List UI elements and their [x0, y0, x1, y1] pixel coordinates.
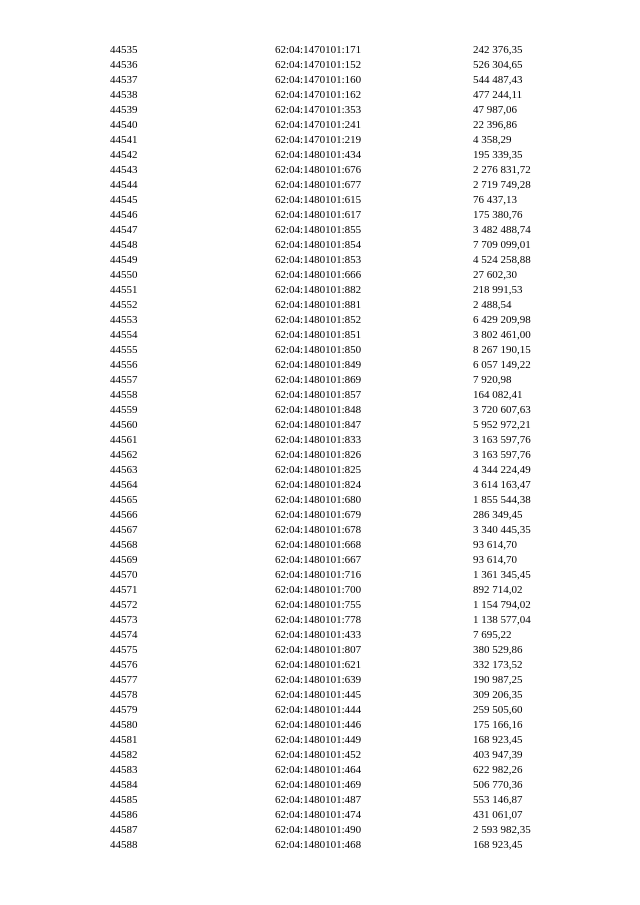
table-row [110, 613, 593, 628]
cadastral-value: 4 358,29 [473, 134, 512, 146]
cadastral-number: 62:04:1470101:162 [275, 89, 362, 101]
row-number: 44543 [110, 164, 138, 176]
table-row [110, 103, 593, 118]
cadastral-value: 7 920,98 [473, 374, 512, 386]
table-row [110, 493, 593, 508]
cadastral-value: 76 437,13 [473, 194, 517, 206]
row-number: 44541 [110, 134, 138, 146]
cadastral-value: 431 061,07 [473, 809, 523, 821]
table-row [110, 388, 593, 403]
table-row [110, 598, 593, 613]
row-number: 44564 [110, 479, 138, 491]
table-row [110, 523, 593, 538]
cadastral-number: 62:04:1480101:807 [275, 644, 362, 656]
cadastral-value: 1 855 544,38 [473, 494, 531, 506]
cadastral-number: 62:04:1480101:469 [275, 779, 362, 791]
cadastral-number: 62:04:1480101:639 [275, 674, 362, 686]
row-number: 44544 [110, 179, 138, 191]
cadastral-number: 62:04:1470101:241 [275, 119, 362, 131]
cadastral-value: 3 482 488,74 [473, 224, 531, 236]
cadastral-number: 62:04:1480101:755 [275, 599, 362, 611]
cadastral-number: 62:04:1480101:464 [275, 764, 362, 776]
cadastral-number: 62:04:1480101:824 [275, 479, 362, 491]
cadastral-number: 62:04:1480101:434 [275, 149, 362, 161]
table-row [110, 403, 593, 418]
cadastral-value: 93 614,70 [473, 554, 517, 566]
row-number: 44571 [110, 584, 138, 596]
table-row [110, 628, 593, 643]
cadastral-number: 62:04:1480101:882 [275, 284, 362, 296]
row-number: 44579 [110, 704, 138, 716]
table-row [110, 808, 593, 823]
row-number: 44581 [110, 734, 138, 746]
table-row [110, 643, 593, 658]
row-number: 44545 [110, 194, 138, 206]
cadastral-value: 3 802 461,00 [473, 329, 531, 341]
cadastral-number: 62:04:1480101:474 [275, 809, 362, 821]
row-number: 44587 [110, 824, 138, 836]
table-row [110, 538, 593, 553]
cadastral-number: 62:04:1480101:852 [275, 314, 362, 326]
cadastral-value: 380 529,86 [473, 644, 523, 656]
table-row [110, 823, 593, 838]
cadastral-value: 168 923,45 [473, 734, 523, 746]
cadastral-value: 195 339,35 [473, 149, 523, 161]
row-number: 44550 [110, 269, 138, 281]
row-number: 44556 [110, 359, 138, 371]
cadastral-number: 62:04:1480101:677 [275, 179, 362, 191]
cadastral-number: 62:04:1480101:848 [275, 404, 362, 416]
row-number: 44577 [110, 674, 138, 686]
row-number: 44557 [110, 374, 138, 386]
table-row [110, 373, 593, 388]
cadastral-value: 47 987,06 [473, 104, 517, 116]
table-row [110, 568, 593, 583]
cadastral-value: 309 206,35 [473, 689, 523, 701]
row-number: 44563 [110, 464, 138, 476]
cadastral-value: 403 947,39 [473, 749, 523, 761]
row-number: 44578 [110, 689, 138, 701]
cadastral-number: 62:04:1480101:778 [275, 614, 362, 626]
cadastral-number: 62:04:1470101:171 [275, 44, 362, 56]
cadastral-number: 62:04:1480101:676 [275, 164, 362, 176]
cadastral-value: 4 344 224,49 [473, 464, 531, 476]
cadastral-value: 1 154 794,02 [473, 599, 531, 611]
cadastral-value: 242 376,35 [473, 44, 523, 56]
cadastral-value: 8 267 190,15 [473, 344, 531, 356]
table-row [110, 748, 593, 763]
cadastral-value: 93 614,70 [473, 539, 517, 551]
cadastral-value: 553 146,87 [473, 794, 523, 806]
row-number: 44546 [110, 209, 138, 221]
cadastral-value: 5 952 972,21 [473, 419, 531, 431]
row-number: 44547 [110, 224, 138, 236]
table-row [110, 238, 593, 253]
cadastral-number: 62:04:1470101:353 [275, 104, 362, 116]
cadastral-value-table [110, 43, 593, 853]
row-number: 44551 [110, 284, 138, 296]
cadastral-value: 7 709 099,01 [473, 239, 531, 251]
cadastral-value: 168 923,45 [473, 839, 523, 851]
table-row [110, 688, 593, 703]
cadastral-number: 62:04:1480101:700 [275, 584, 362, 596]
table-row [110, 778, 593, 793]
table-row [110, 328, 593, 343]
cadastral-value: 544 487,43 [473, 74, 523, 86]
table-row [110, 508, 593, 523]
cadastral-value: 175 380,76 [473, 209, 523, 221]
cadastral-value: 218 991,53 [473, 284, 523, 296]
cadastral-value: 622 982,26 [473, 764, 523, 776]
table-row [110, 478, 593, 493]
row-number: 44555 [110, 344, 138, 356]
row-number: 44540 [110, 119, 138, 131]
table-row [110, 118, 593, 133]
cadastral-value: 332 173,52 [473, 659, 523, 671]
row-number: 44566 [110, 509, 138, 521]
row-number: 44573 [110, 614, 138, 626]
row-number: 44586 [110, 809, 138, 821]
table-row [110, 268, 593, 283]
cadastral-number: 62:04:1480101:851 [275, 329, 362, 341]
row-number: 44558 [110, 389, 138, 401]
cadastral-number: 62:04:1480101:490 [275, 824, 362, 836]
table-row [110, 313, 593, 328]
row-number: 44542 [110, 149, 138, 161]
cadastral-number: 62:04:1480101:487 [275, 794, 362, 806]
cadastral-value: 3 614 163,47 [473, 479, 531, 491]
table-body [110, 43, 593, 853]
table-row [110, 703, 593, 718]
row-number: 44583 [110, 764, 138, 776]
cadastral-number: 62:04:1480101:667 [275, 554, 362, 566]
cadastral-value: 6 057 149,22 [473, 359, 531, 371]
cadastral-number: 62:04:1480101:468 [275, 839, 362, 851]
row-number: 44588 [110, 839, 138, 851]
table-row [110, 88, 593, 103]
cadastral-number: 62:04:1480101:452 [275, 749, 362, 761]
cadastral-number: 62:04:1470101:152 [275, 59, 362, 71]
cadastral-value: 2 719 749,28 [473, 179, 531, 191]
table-row [110, 253, 593, 268]
cadastral-number: 62:04:1480101:881 [275, 299, 362, 311]
table-row [110, 73, 593, 88]
cadastral-value: 164 082,41 [473, 389, 523, 401]
table-row [110, 583, 593, 598]
row-number: 44585 [110, 794, 138, 806]
cadastral-value: 27 602,30 [473, 269, 517, 281]
row-number: 44574 [110, 629, 138, 641]
cadastral-value: 3 163 597,76 [473, 449, 531, 461]
cadastral-number: 62:04:1480101:678 [275, 524, 362, 536]
cadastral-value: 7 695,22 [473, 629, 512, 641]
table-row [110, 418, 593, 433]
table-row [110, 433, 593, 448]
cadastral-number: 62:04:1480101:617 [275, 209, 362, 221]
table-row [110, 283, 593, 298]
table-row [110, 343, 593, 358]
cadastral-number: 62:04:1480101:854 [275, 239, 362, 251]
table-row [110, 793, 593, 808]
cadastral-number: 62:04:1480101:853 [275, 254, 362, 266]
table-row [110, 133, 593, 148]
row-number: 44580 [110, 719, 138, 731]
row-number: 44549 [110, 254, 138, 266]
row-number: 44553 [110, 314, 138, 326]
cadastral-number: 62:04:1470101:219 [275, 134, 362, 146]
row-number: 44537 [110, 74, 138, 86]
cadastral-number: 62:04:1480101:621 [275, 659, 362, 671]
cadastral-value: 1 138 577,04 [473, 614, 531, 626]
cadastral-value: 1 361 345,45 [473, 569, 531, 581]
table-row [110, 193, 593, 208]
row-number: 44538 [110, 89, 138, 101]
table-row [110, 298, 593, 313]
table-row [110, 763, 593, 778]
cadastral-number: 62:04:1470101:160 [275, 74, 362, 86]
row-number: 44561 [110, 434, 138, 446]
cadastral-value: 3 720 607,63 [473, 404, 531, 416]
cadastral-value: 526 304,65 [473, 59, 523, 71]
cadastral-number: 62:04:1480101:826 [275, 449, 362, 461]
row-number: 44560 [110, 419, 138, 431]
cadastral-number: 62:04:1480101:850 [275, 344, 362, 356]
row-number: 44548 [110, 239, 138, 251]
row-number: 44572 [110, 599, 138, 611]
row-number: 44565 [110, 494, 138, 506]
table-row [110, 553, 593, 568]
table-row [110, 448, 593, 463]
table-row [110, 43, 593, 58]
table-row [110, 658, 593, 673]
cadastral-number: 62:04:1480101:825 [275, 464, 362, 476]
cadastral-number: 62:04:1480101:445 [275, 689, 362, 701]
cadastral-value: 3 163 597,76 [473, 434, 531, 446]
row-number: 44559 [110, 404, 138, 416]
row-number: 44575 [110, 644, 138, 656]
table-row [110, 163, 593, 178]
cadastral-number: 62:04:1480101:679 [275, 509, 362, 521]
cadastral-number: 62:04:1480101:444 [275, 704, 362, 716]
row-number: 44562 [110, 449, 138, 461]
cadastral-value: 2 593 982,35 [473, 824, 531, 836]
row-number: 44535 [110, 44, 138, 56]
table-row [110, 358, 593, 373]
table-row [110, 223, 593, 238]
cadastral-number: 62:04:1480101:857 [275, 389, 362, 401]
cadastral-value: 4 524 258,88 [473, 254, 531, 266]
row-number: 44536 [110, 59, 138, 71]
cadastral-number: 62:04:1480101:869 [275, 374, 362, 386]
cadastral-value: 892 714,02 [473, 584, 523, 596]
cadastral-value: 477 244,11 [473, 89, 523, 101]
cadastral-value: 22 396,86 [473, 119, 517, 131]
table-row [110, 58, 593, 73]
row-number: 44576 [110, 659, 138, 671]
cadastral-value: 506 770,36 [473, 779, 523, 791]
cadastral-number: 62:04:1480101:849 [275, 359, 362, 371]
cadastral-value: 175 166,16 [473, 719, 523, 731]
cadastral-number: 62:04:1480101:716 [275, 569, 362, 581]
table-row [110, 718, 593, 733]
row-number: 44554 [110, 329, 138, 341]
table-row [110, 208, 593, 223]
cadastral-number: 62:04:1480101:666 [275, 269, 362, 281]
cadastral-value: 6 429 209,98 [473, 314, 531, 326]
cadastral-number: 62:04:1480101:615 [275, 194, 362, 206]
cadastral-number: 62:04:1480101:446 [275, 719, 362, 731]
table-row [110, 838, 593, 853]
table-row [110, 148, 593, 163]
cadastral-value: 2 276 831,72 [473, 164, 531, 176]
table-row [110, 733, 593, 748]
cadastral-number: 62:04:1480101:668 [275, 539, 362, 551]
cadastral-number: 62:04:1480101:449 [275, 734, 362, 746]
table-row [110, 673, 593, 688]
table-row [110, 463, 593, 478]
row-number: 44552 [110, 299, 138, 311]
cadastral-value: 286 349,45 [473, 509, 523, 521]
cadastral-number: 62:04:1480101:855 [275, 224, 362, 236]
cadastral-value: 190 987,25 [473, 674, 523, 686]
cadastral-value: 2 488,54 [473, 299, 512, 311]
row-number: 44539 [110, 104, 138, 116]
row-number: 44569 [110, 554, 138, 566]
row-number: 44570 [110, 569, 138, 581]
row-number: 44568 [110, 539, 138, 551]
cadastral-number: 62:04:1480101:833 [275, 434, 362, 446]
row-number: 44584 [110, 779, 138, 791]
cadastral-number: 62:04:1480101:680 [275, 494, 362, 506]
row-number: 44567 [110, 524, 138, 536]
table-row [110, 178, 593, 193]
row-number: 44582 [110, 749, 138, 761]
cadastral-number: 62:04:1480101:847 [275, 419, 362, 431]
cadastral-value: 3 340 445,35 [473, 524, 531, 536]
cadastral-value: 259 505,60 [473, 704, 523, 716]
cadastral-number: 62:04:1480101:433 [275, 629, 362, 641]
